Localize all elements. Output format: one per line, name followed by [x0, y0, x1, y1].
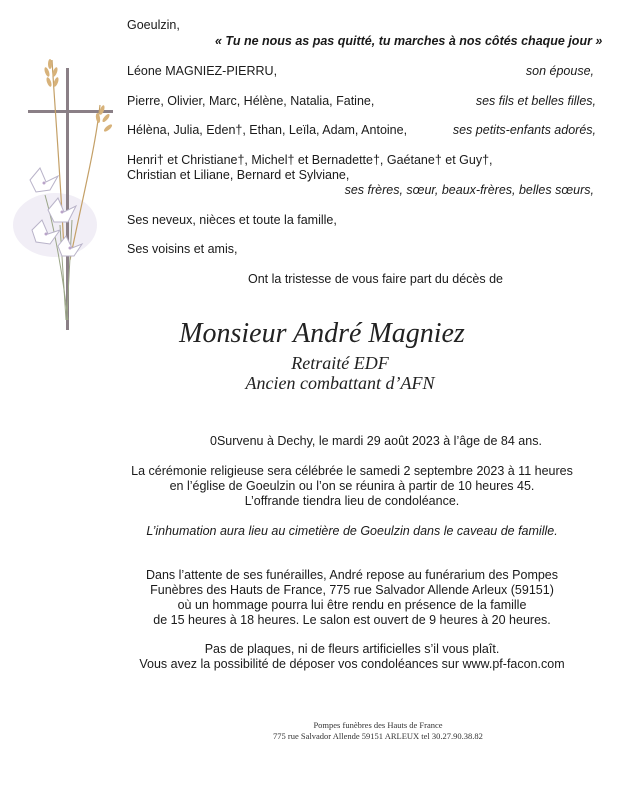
footer-address: 775 rue Salvador Allende 59151 ARLEUX tel 30.27.90.38.82 — [273, 731, 483, 741]
deceased-title-1: Retraité EDF — [291, 353, 389, 373]
burial-notice: L’inhumation aura lieu au cimetière de Goeulzin dans le caveau de famille. — [146, 524, 558, 538]
family-relation: son épouse, — [525, 64, 594, 78]
neighbours-line: Ses voisins et amis, — [127, 242, 238, 256]
ceremony-line: en l’église de Goeulzin ou l’on se réunira à partir de 10 heures 45. — [169, 479, 535, 493]
family-names-continued: Christian et Liliane, Bernard et Sylviane, — [127, 168, 350, 182]
death-notice: 0Survenu à Dechy, le mardi 29 août 2023 à l’âge de 84 ans. — [210, 434, 542, 448]
family-relation: ses fils et belles filles, — [475, 94, 596, 108]
deceased-name: Monsieur André Magniez — [179, 318, 465, 349]
cross-flowers-decoration — [0, 50, 130, 340]
epigraph-quote: « Tu ne nous as pas quitté, tu marches à nos côtés chaque jour » — [215, 34, 603, 48]
funeral-home-line: de 15 heures à 18 heures. Le salon est ouvert de 9 heures à 20 heures. — [153, 613, 551, 627]
ceremony-line: L’offrande tiendra lieu de condoléance. — [244, 494, 460, 508]
family-names: Henri† et Christiane†, Michel† et Bernadette†, Gaétane† et Guy†, — [127, 153, 493, 167]
closing-line: Vous avez la possibilité de déposer vos condoléances sur www.pf-facon.com — [139, 657, 565, 671]
deceased-title-2: Ancien combattant d’AFN — [245, 373, 435, 393]
family-relation: ses frères, sœur, beaux-frères, belles sœurs, — [344, 183, 594, 197]
family-names: Pierre, Olivier, Marc, Hélène, Natalia, Fatine, — [127, 94, 375, 108]
funeral-home-line: Funèbres des Hauts de France, 775 rue Salvador Allende Arleux (59151) — [150, 583, 554, 597]
ceremony-line: La cérémonie religieuse sera célébrée le samedi 2 septembre 2023 à 11 heures — [131, 464, 573, 478]
nephews-line: Ses neveux, nièces et toute la famille, — [127, 213, 337, 227]
family-names: Léone MAGNIEZ-PIERRU, — [127, 64, 278, 78]
closing-line: Pas de plaques, ni de fleurs artificielles s’il vous plaît. — [204, 642, 500, 656]
family-names: Hélèna, Julia, Eden†, Ethan, Leïla, Adam, Antoine, — [127, 123, 408, 137]
place-heading: Goeulzin, — [127, 18, 180, 32]
funeral-home-line: Dans l’attente de ses funérailles, André repose au funérarium des Pompes — [145, 568, 559, 582]
funeral-home-line: où un hommage pourra lui être rendu en présence de la famille — [177, 598, 527, 612]
family-relation: ses petits-enfants adorés, — [452, 123, 596, 137]
footer-company: Pompes funèbres des Hauts de France — [313, 720, 443, 730]
announcement-text: Ont la tristesse de vous faire part du décès de — [248, 272, 503, 286]
